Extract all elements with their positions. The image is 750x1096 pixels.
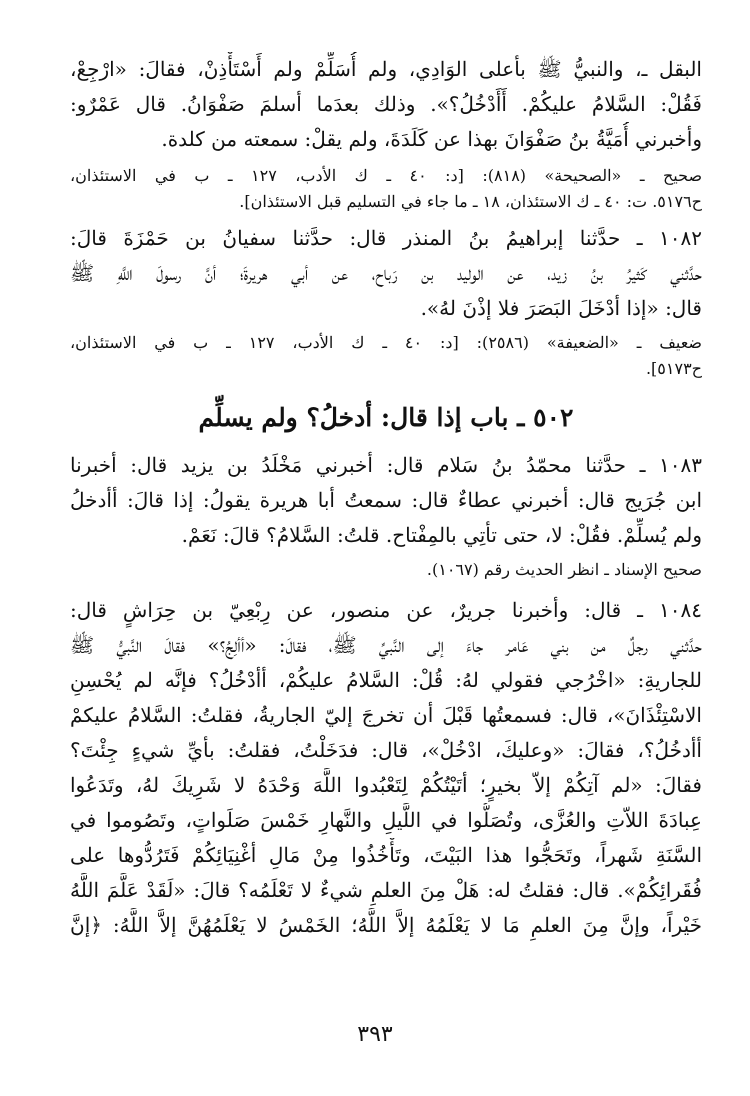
text-line: ١٠٨٢ ـ حدَّثنا إبراهيمُ بنُ المنذر قال: حدَّثنا سفيانُ بن حَمْزَةَ قالَ: — [70, 226, 702, 250]
hadith-text-1084 — [70, 593, 702, 943]
text-line: ١٠٨٣ ـ حدَّثنا محمّدُ بنُ سَلام قال: أخبرني مَخْلَدُ بن يزيد قال: أخبرنا — [70, 453, 702, 477]
page-number: ٣٩٣ — [357, 1022, 393, 1047]
text-line: ولم يُسلِّمْ. فقُلْ: لا، حتى تأتِي بالمِفْتاح. قلتُ: السَّلامُ؟ قالَ: نَعَمْ. — [181, 523, 702, 547]
grading-note-1082 — [70, 330, 702, 382]
page-body — [70, 52, 702, 943]
text-line: فقالَ: «لم آتِكُمْ إلاّ بخيرٍ؛ أتَيْتُكُمْ لِتَعْبُدوا اللَّهَ وَحْدَهُ لا شَرِيكَ لهُ، وتَدَعُوا — [70, 773, 702, 797]
text-line: للجاريةِ: «اخْرُجي فقولي لهُ: قُلْ: السَّلامُ عليكُمْ، أأدْخُلُ؟ فإنَّه لم يُحْسِنِ — [70, 668, 702, 692]
text-line: عِبادَةَ اللاّتِ والعُزَّى، وتُصَلُّوا في اللَّيلِ والنَّهارِ خَمْسَ صَلَواتٍ، وتَصُوموا في — [70, 808, 702, 832]
text-line: ١٠٨٤ ـ قال: وأخبرنا جريرٌ، عن منصور، عن رِبْعِيّ بن حِرَاشٍ قال: — [70, 598, 702, 622]
text-line: الاسْتِئْذَانَ»، قال: فسمعتُها قَبْلَ أن تخرجَ إليّ الجاريةُ، فقلتُ: السَّلامُ عليكمْ — [70, 703, 702, 727]
note-line: صحيح الإسناد ـ انظر الحديث رقم (١٠٦٧). — [426, 560, 702, 579]
text-line: حدَّثني كَثيرُ بنُ زيد، عن الوليد بن رَباح، عن أبي هريرةَ؛ أنَّ رسولَ اللَّهِ ﷺ — [70, 261, 702, 285]
text-line: فَقُلْ: السَّلامُ عليكُمْ. أَأَدْخُلُ؟». وذلك بعدَما أسلمَ صَفْوَانُ. قال عَمْرٌو: — [70, 92, 702, 116]
grading-note-1083 — [70, 557, 702, 583]
grading-note-1081 — [70, 163, 702, 215]
note-line: ضعيف ـ «الضعيفة» (٢٥٨٦): [د: ٤٠ ـ ك الأدب، ١٢٧ ـ ب في الاستئذان، — [70, 333, 702, 352]
text-line: قال: «إذا أدْخَلَ البَصَرَ فلا إذْنَ لهُ». — [420, 296, 702, 320]
hadith-text-1083 — [70, 448, 702, 553]
text-line: وأخبرني أُمَيَّةُ بنُ صَفْوَانَ بهذا عن كَلَدَةَ، ولم يقلْ: سمعته من كلدة. — [161, 127, 702, 151]
text-line: البقل ـ، والنبيُّ ﷺ بأعلى الوَادِي، ولم أُسَلِّمْ ولم أَسْتَأْذِنْ، فقالَ: «ارْجِعْ، — [70, 57, 702, 81]
hadith-text-1082 — [70, 221, 702, 326]
text-line: حدَّثني رجلٌ من بني عَامر جاءَ إلى النَّبيِّ ﷺ، فقالَ: «أألِجُ؟» فقالَ النَّبيُّ ﷺ — [70, 633, 702, 657]
text-line: السَّنَةِ شَهراً، وتَحَجُّوا هذا البَيْتَ، وتَأْخُذُوا مِنْ مَالِ أغْنِيَائِكُمْ فَتَرُدُّوها على — [70, 843, 702, 867]
text-line: أأدخُلُ؟، فقالَ: «وعليكَ، ادْخُلْ»، قال: فدَخَلْتُ، فقلتُ: بأيِّ شيءٍ جِئْتَ؟ — [70, 738, 702, 762]
chapter-heading: ٥٠٢ ـ باب إذا قال: أدخلُ؟ ولم يسلِّم — [198, 403, 574, 432]
note-line: ح٥١٧٦. ت: ٤٠ ـ ك الاستئذان، ١٨ ـ ما جاء في التسليم قبل الاستئذان]. — [239, 192, 702, 211]
hadith-text-1081-continued — [70, 52, 702, 157]
note-line: صحيح ـ «الصحيحة» (٨١٨): [د: ٤٠ ـ ك الأدب، ١٢٧ ـ ب في الاستئذان، — [70, 166, 702, 185]
text-line: ابن جُرَيج قال: أخبرني عطاءٌ قال: سمعتُ أبا هريرة يقولُ: إذا قالَ: أأدخلُ — [70, 488, 702, 512]
note-line: ح٥١٧٣]. — [645, 359, 702, 378]
text-line: فُقَرائِكُمْ». قال: فقلتُ له: هَلْ مِنَ العلمِ شيءٌ لا تَعْلَمُه؟ قالَ: «لَقَدْ عَلَّمَ اللَّهُ — [70, 878, 702, 902]
text-line: خَيْراً، وإنَّ مِنَ العلمِ مَا لا يَعْلَمُهُ إلاَّ اللَّهُ؛ الخَمْسُ لا يَعْلَمُهُنَّ إلاَّ اللَّهُ: ﴿إنَّ — [70, 913, 702, 937]
